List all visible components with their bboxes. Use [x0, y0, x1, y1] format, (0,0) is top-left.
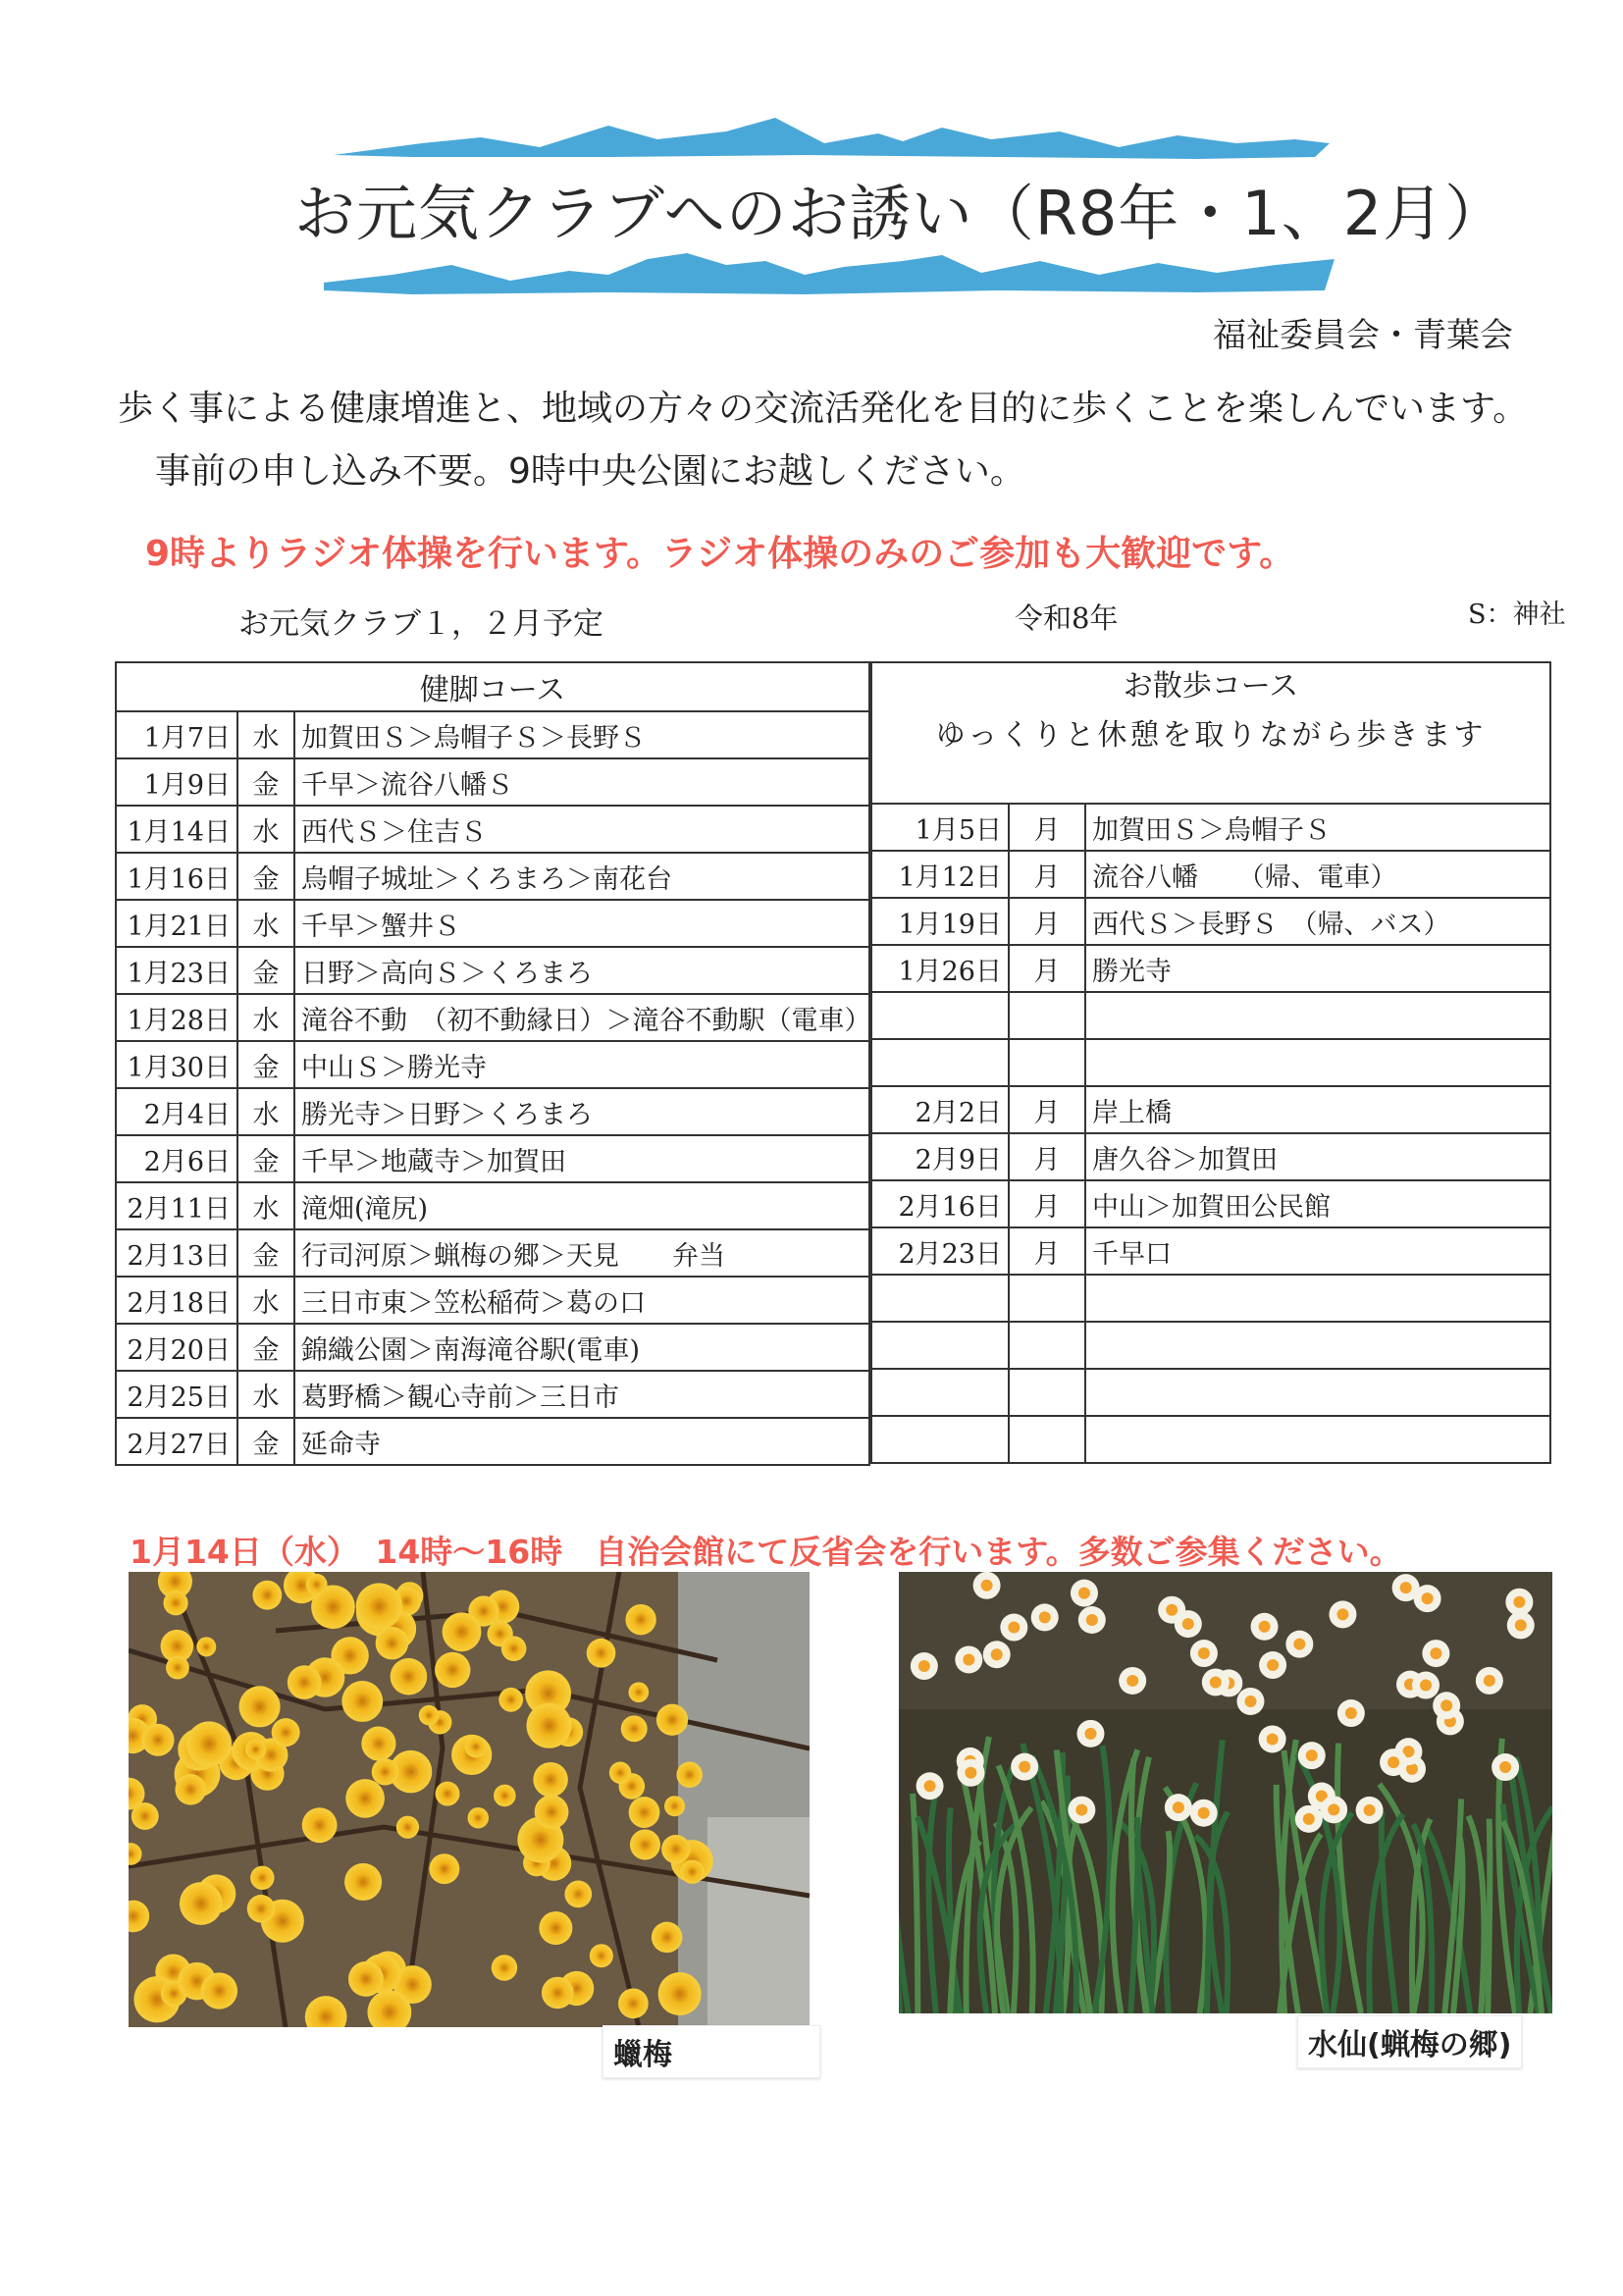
legend-shrine: S：神社 — [1468, 600, 1566, 630]
narcissus-flower — [1337, 1699, 1365, 1727]
blossom — [344, 1863, 382, 1901]
date-cell: 1月14日 — [116, 806, 237, 853]
schedule-row — [871, 945, 1550, 992]
narcissus-flower — [1068, 1797, 1095, 1824]
narcissus-flower — [1433, 1692, 1460, 1719]
schedule-row — [116, 758, 869, 806]
narcissus-flower — [1119, 1667, 1146, 1695]
course-cell: 千早口 — [1085, 1227, 1550, 1275]
narcissus-flower — [1285, 1631, 1313, 1658]
schedule-row — [871, 898, 1550, 945]
blossom — [196, 1637, 216, 1656]
hiking-course-header: 健脚コース — [116, 662, 869, 711]
course-cell: 西代Ｓ＞住吉Ｓ — [294, 806, 869, 853]
blossom — [372, 1758, 398, 1785]
blossom — [652, 1922, 683, 1954]
blossom — [656, 1704, 688, 1736]
date-cell: 2月13日 — [116, 1229, 237, 1277]
course-cell: 錦織公園＞南海滝谷駅(電車) — [294, 1324, 869, 1371]
schedule-row — [116, 1182, 869, 1229]
walking-course-header — [871, 662, 1550, 804]
blossom — [465, 1736, 487, 1757]
date-cell — [871, 1039, 1009, 1086]
blossom — [356, 1583, 402, 1629]
walking-course-table — [870, 661, 1551, 1464]
weekday-cell: 金 — [237, 1418, 294, 1465]
narcissus-flower — [973, 1572, 1001, 1599]
blossom — [498, 1688, 523, 1712]
blossom — [630, 1829, 660, 1859]
blossom — [302, 1807, 338, 1843]
schedule-row — [116, 1135, 869, 1182]
date-cell — [871, 1416, 1009, 1463]
blossom — [419, 1705, 440, 1726]
narcissus-flower — [1071, 1580, 1098, 1607]
date-cell: 1月7日 — [116, 711, 237, 758]
weekday-cell: 月 — [1009, 1086, 1085, 1133]
date-cell: 2月16日 — [871, 1180, 1009, 1227]
schedule-row — [116, 947, 869, 994]
narcissus-flower — [1507, 1611, 1535, 1639]
narcissus-flower — [1298, 1742, 1326, 1769]
schedule-row — [871, 1369, 1550, 1416]
date-cell — [871, 1275, 1009, 1322]
blossom — [180, 1882, 223, 1925]
blossom — [175, 1774, 206, 1805]
meeting-notice: 1月14日（水） 14時～16時 自治会館にて反省会を行います。多数ご参集ください。 — [130, 1533, 1402, 1571]
organizer-label: 福祉委員会・青葉会 — [1213, 316, 1513, 355]
blossom — [533, 1762, 567, 1797]
blossom — [166, 1656, 189, 1680]
schedule-row — [871, 1322, 1550, 1369]
weekday-cell: 水 — [237, 1182, 294, 1229]
blossom — [494, 1785, 516, 1807]
course-cell: 岸上橋 — [1085, 1086, 1550, 1133]
date-cell: 1月12日 — [871, 851, 1009, 898]
schedule-row — [871, 1275, 1550, 1322]
banner-top-wave — [334, 118, 1330, 159]
weekday-cell: 金 — [237, 1135, 294, 1182]
weekday-cell: 月 — [1009, 945, 1085, 992]
schedule-row — [116, 1418, 869, 1465]
narcissus-photo — [899, 1572, 1552, 2013]
course-cell: 勝光寺 — [1085, 945, 1550, 992]
blossom — [590, 1944, 613, 1967]
narcissus-flower — [1175, 1610, 1202, 1638]
blossom — [250, 1866, 274, 1890]
date-cell: 1月19日 — [871, 898, 1009, 945]
blossom — [501, 1636, 527, 1661]
weekday-cell — [1009, 1322, 1085, 1369]
narcissus-flower — [1078, 1606, 1106, 1634]
weekday-cell: 水 — [237, 1277, 294, 1324]
date-cell: 1月5日 — [871, 804, 1009, 851]
date-cell: 2月9日 — [871, 1133, 1009, 1180]
course-cell — [1085, 1416, 1550, 1463]
blossom — [345, 1779, 385, 1818]
course-cell: 西代Ｓ＞長野Ｓ （帰、バス） — [1085, 898, 1550, 945]
blossom — [676, 1762, 703, 1789]
blossom — [658, 1972, 702, 2015]
blossom — [629, 1797, 660, 1828]
date-cell: 2月6日 — [116, 1135, 237, 1182]
weekday-cell: 月 — [1009, 898, 1085, 945]
date-cell: 2月25日 — [116, 1371, 237, 1418]
course-cell: 滝谷不動 （初不動縁日）＞滝谷不動駅（電車） — [294, 994, 869, 1041]
course-cell: 中山＞加賀田公民館 — [1085, 1180, 1550, 1227]
blossom — [587, 1639, 616, 1668]
narcissus-flower — [1422, 1640, 1449, 1667]
blossom — [391, 1658, 428, 1696]
weekday-cell: 金 — [237, 1229, 294, 1277]
radio-exercise-notice: 9時よりラジオ体操を行います。ラジオ体操のみのご参加も大歓迎です。 — [145, 534, 1295, 574]
course-cell: 中山Ｓ＞勝光寺 — [294, 1041, 869, 1088]
blossom — [680, 1860, 704, 1884]
blossom — [628, 1682, 649, 1702]
schedule-row — [116, 1229, 869, 1277]
blossom — [348, 1961, 384, 1997]
narcissus-flower — [1492, 1753, 1519, 1781]
date-cell — [871, 1322, 1009, 1369]
weekday-cell: 水 — [237, 806, 294, 853]
narcissus-flower — [1251, 1613, 1279, 1641]
date-cell: 1月23日 — [116, 947, 237, 994]
course-cell — [1085, 992, 1550, 1039]
narcissus-flower — [1165, 1794, 1192, 1821]
page-title: お元気クラブへのお誘い（R8年・1、2月） — [294, 178, 1507, 249]
blossom — [535, 1795, 569, 1829]
date-cell: 1月28日 — [116, 994, 237, 1041]
schedule-row — [116, 1371, 869, 1418]
weekday-cell: 金 — [237, 1324, 294, 1371]
weekday-cell: 水 — [237, 900, 294, 947]
narcissus-flower — [1190, 1800, 1218, 1827]
narcissus-flower — [1392, 1574, 1420, 1601]
schedule-row — [871, 1039, 1550, 1086]
narcissus-caption: 水仙(蝋梅の郷) — [1297, 2015, 1522, 2068]
schedule-row — [116, 1324, 869, 1371]
blossom — [376, 1627, 409, 1660]
blossom — [245, 1740, 266, 1760]
weekday-cell: 金 — [237, 853, 294, 900]
narcissus-flower — [1380, 1748, 1407, 1776]
blossom — [436, 1782, 460, 1806]
schedule-row — [116, 1277, 869, 1324]
narcissus-flower — [1031, 1603, 1059, 1631]
schedule-row — [116, 900, 869, 947]
walking-course-subtitle: ゆっくりと休憩を取りながら歩きます — [935, 718, 1487, 753]
narcissus-flower — [1190, 1640, 1218, 1667]
weekday-cell: 金 — [237, 1041, 294, 1088]
course-cell: 流谷八幡 （帰、電車） — [1085, 851, 1550, 898]
blossom — [341, 1681, 383, 1722]
narcissus-flower — [916, 1772, 944, 1800]
schedule-row — [871, 804, 1550, 851]
narcissus-flower — [1000, 1614, 1027, 1642]
blossom — [272, 1718, 300, 1747]
blossom — [542, 1977, 574, 2009]
blossom — [492, 1955, 517, 1980]
blossom — [429, 1853, 459, 1884]
course-cell: 千早＞地蔵寺＞加賀田 — [294, 1135, 869, 1182]
narcissus-flower — [1236, 1688, 1264, 1715]
date-cell: 2月4日 — [116, 1088, 237, 1135]
weekday-cell: 金 — [237, 947, 294, 994]
narcissus-flower — [1476, 1667, 1503, 1695]
blossom — [186, 1721, 232, 1766]
narcissus-flower — [1329, 1600, 1356, 1628]
schedule-title: お元気クラブ１，２月予定 — [238, 606, 603, 642]
course-cell — [1085, 1369, 1550, 1416]
schedule-row — [116, 1088, 869, 1135]
blossom — [609, 1762, 631, 1784]
narcissus-flower — [983, 1641, 1011, 1668]
course-cell: 延命寺 — [294, 1418, 869, 1465]
schedule-row — [871, 1180, 1550, 1227]
schedule-row — [116, 711, 869, 758]
narcissus-flower — [911, 1652, 938, 1680]
blossom — [527, 1703, 572, 1748]
blossom — [625, 1604, 655, 1635]
intro-text-1: 歩く事による健康増進と、地域の方々の交流活発化を目的に歩くことを楽しんでいます。 — [118, 389, 1529, 429]
blossom — [288, 1665, 322, 1699]
course-cell: 烏帽子城址＞くろまろ＞南花台 — [294, 853, 869, 900]
blossom — [396, 1816, 419, 1839]
narcissus-flower — [1320, 1796, 1347, 1823]
blossom — [201, 1972, 237, 2009]
course-cell: 加賀田Ｓ＞烏帽子Ｓ — [1085, 804, 1550, 851]
date-cell: 2月2日 — [871, 1086, 1009, 1133]
blossom — [306, 1574, 328, 1595]
blossom — [163, 1591, 187, 1615]
course-cell — [1085, 1275, 1550, 1322]
date-cell: 2月23日 — [871, 1227, 1009, 1275]
date-cell — [871, 992, 1009, 1039]
schedule-row — [116, 806, 869, 853]
course-cell — [1085, 1322, 1550, 1369]
weekday-cell: 金 — [237, 758, 294, 806]
weekday-cell: 水 — [237, 1088, 294, 1135]
weekday-cell: 月 — [1009, 1227, 1085, 1275]
narcissus-flower — [957, 1759, 984, 1787]
schedule-row — [871, 1227, 1550, 1275]
schedule-row — [116, 1041, 869, 1088]
narcissus-flower — [1259, 1725, 1286, 1752]
blossom — [361, 1726, 395, 1760]
narcissus-flower — [1356, 1797, 1384, 1824]
blossom — [435, 1652, 470, 1688]
blossom — [443, 1612, 482, 1651]
weekday-cell — [1009, 992, 1085, 1039]
intro-text-2: 事前の申し込み不要。9時中央公園にお越しください。 — [155, 451, 1025, 492]
course-cell: 勝光寺＞日野＞くろまろ — [294, 1088, 869, 1135]
date-cell: 2月27日 — [116, 1418, 237, 1465]
course-cell: 加賀田Ｓ＞烏帽子Ｓ＞長野Ｓ — [294, 711, 869, 758]
weekday-cell: 月 — [1009, 851, 1085, 898]
blossom — [664, 1796, 685, 1816]
blossom — [621, 1715, 648, 1742]
weekday-cell: 月 — [1009, 1180, 1085, 1227]
weekday-cell — [1009, 1275, 1085, 1322]
wintersweet-image — [129, 1572, 810, 2027]
leaf — [1488, 1819, 1490, 2013]
course-cell: 三日市東＞笠松稲荷＞葛の口 — [294, 1277, 869, 1324]
weekday-cell: 水 — [237, 1371, 294, 1418]
blossom — [141, 1724, 174, 1756]
era-label: 令和8年 — [1015, 601, 1119, 635]
course-cell: 行司河原＞蝋梅の郷＞天見 弁当 — [294, 1229, 869, 1277]
walking-course-title: お散歩コース — [1123, 669, 1299, 704]
date-cell: 2月20日 — [116, 1324, 237, 1371]
narcissus-flower — [1076, 1720, 1104, 1748]
narcissus-image — [899, 1572, 1552, 2013]
blossom — [247, 1895, 276, 1923]
weekday-cell — [1009, 1369, 1085, 1416]
wintersweet-photo — [129, 1572, 810, 2027]
narcissus-flower — [1011, 1753, 1038, 1781]
blossom — [539, 1911, 572, 1945]
weekday-cell: 水 — [237, 711, 294, 758]
narcissus-flower — [1259, 1651, 1286, 1679]
hiking-course-table — [115, 661, 870, 1466]
narcissus-flower — [955, 1645, 982, 1673]
schedule-row — [116, 994, 869, 1041]
date-cell: 1月26日 — [871, 945, 1009, 992]
blossom — [564, 1881, 592, 1908]
narcissus-flower — [1202, 1668, 1230, 1696]
date-cell: 2月18日 — [116, 1277, 237, 1324]
schedule-row — [871, 1133, 1550, 1180]
course-cell: 滝畑(滝尻) — [294, 1182, 869, 1229]
schedule-row — [871, 992, 1550, 1039]
date-cell: 1月21日 — [116, 900, 237, 947]
course-cell: 千早＞流谷八幡Ｓ — [294, 758, 869, 806]
schedule-row — [871, 1416, 1550, 1463]
course-cell — [1085, 1039, 1550, 1086]
weekday-cell: 月 — [1009, 804, 1085, 851]
blossom — [252, 1581, 282, 1610]
weekday-cell — [1009, 1416, 1085, 1463]
course-cell: 日野＞高向Ｓ＞くろまろ — [294, 947, 869, 994]
date-cell: 2月11日 — [116, 1182, 237, 1229]
course-cell: 唐久谷＞加賀田 — [1085, 1133, 1550, 1180]
blossom — [618, 1989, 649, 2019]
banner-bottom-wave — [324, 253, 1335, 294]
date-cell — [871, 1369, 1009, 1416]
wintersweet-caption: 蠟梅 — [602, 2025, 820, 2078]
schedule-row — [871, 851, 1550, 898]
date-cell: 1月16日 — [116, 853, 237, 900]
blossom — [661, 1835, 690, 1863]
blossom — [468, 1807, 489, 1828]
narcissus-flower — [1412, 1672, 1440, 1699]
schedule-row — [116, 853, 869, 900]
weekday-cell: 月 — [1009, 1133, 1085, 1180]
weekday-cell: 水 — [237, 994, 294, 1041]
narcissus-flower — [1295, 1805, 1323, 1833]
schedule-row — [871, 1086, 1550, 1133]
weekday-cell — [1009, 1039, 1085, 1086]
date-cell: 1月30日 — [116, 1041, 237, 1088]
course-cell: 葛野橋＞観心寺前＞三日市 — [294, 1371, 869, 1418]
blossom — [239, 1686, 281, 1727]
date-cell: 1月9日 — [116, 758, 237, 806]
course-cell: 千早＞蟹井Ｓ — [294, 900, 869, 947]
